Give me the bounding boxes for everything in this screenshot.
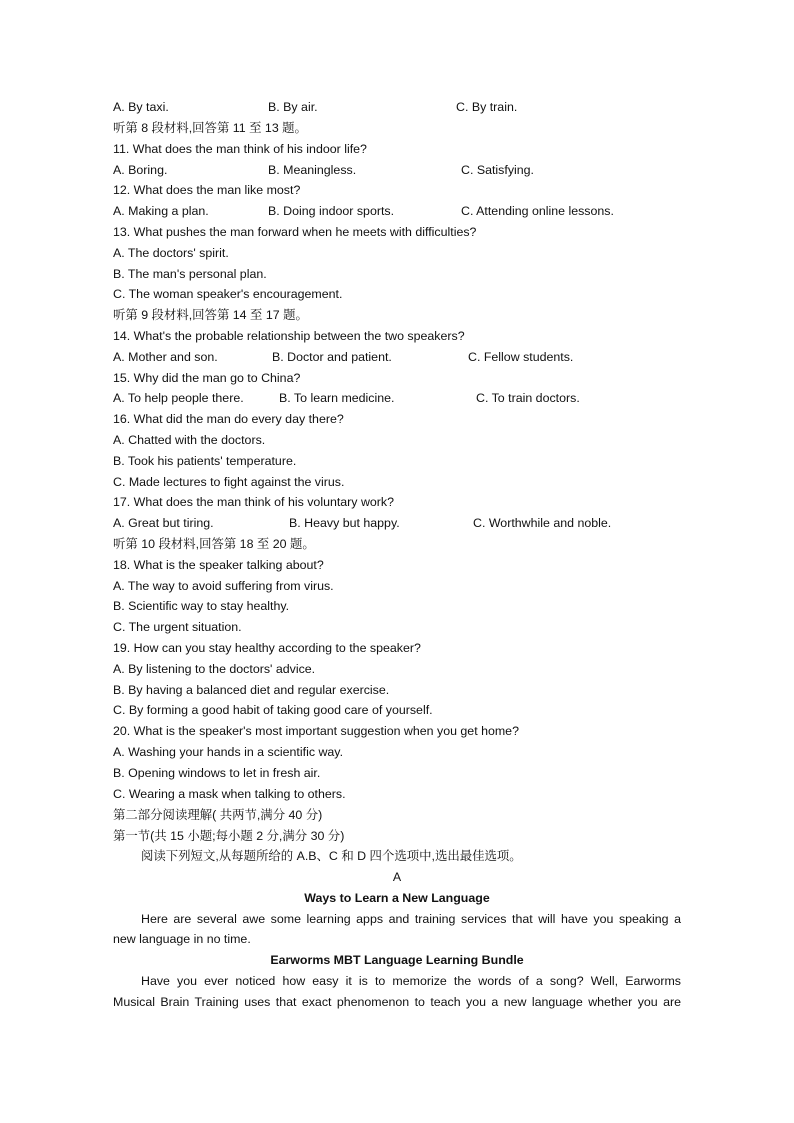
answer-option: A. Great but tiring.: [113, 516, 214, 530]
text-line: new language in no time.: [113, 932, 251, 946]
answer-option: C. By train.: [456, 100, 518, 114]
text-line: B. By having a balanced diet and regular exercise.: [113, 683, 390, 697]
answer-option: B. Doing indoor sports.: [268, 204, 395, 218]
answer-option: A. Boring.: [113, 163, 168, 177]
text-line: A. By listening to the doctors' advice.: [113, 662, 316, 676]
text-line: C. Made lectures to fight against the virus.: [113, 475, 345, 489]
section-heading: Earworms MBT Language Learning Bundle: [270, 953, 524, 967]
text-line: B. Scientific way to stay healthy.: [113, 599, 290, 613]
text-line: B. Opening windows to let in fresh air.: [113, 766, 321, 780]
answer-option: B. Meaningless.: [268, 163, 357, 177]
paragraph-line: Have you ever noticed how easy it is to memorize the words of a song? Well, Earworms: [141, 974, 681, 988]
text-line: 听第 9 段材料,回答第 14 至 17 题。: [113, 308, 308, 322]
text-line: 听第 10 段材料,回答第 18 至 20 题。: [113, 537, 315, 551]
text-line: 13. What pushes the man forward when he meets with difficulties?: [113, 225, 477, 239]
text-line: 20. What is the speaker's most important suggestion when you get home?: [113, 724, 519, 738]
text-line: C. Wearing a mask when talking to others.: [113, 787, 346, 801]
passage-label: A: [392, 870, 402, 884]
answer-option: A. Mother and son.: [113, 350, 218, 364]
text-line: 第二部分阅读理解( 共两节,满分 40 分): [113, 808, 323, 822]
text-line: 19. How can you stay healthy according to the speaker?: [113, 641, 421, 655]
options-row: [0, 201, 794, 221]
answer-option: C. To train doctors.: [476, 391, 580, 405]
text-line: 15. Why did the man go to China?: [113, 371, 301, 385]
text-line: C. By forming a good habit of taking good care of yourself.: [113, 703, 433, 717]
options-row: [0, 513, 794, 533]
text-line: B. The man's personal plan.: [113, 267, 267, 281]
text-line: 16. What did the man do every day there?: [113, 412, 344, 426]
options-row: [0, 388, 794, 408]
answer-option: C. Satisfying.: [461, 163, 534, 177]
options-row: [0, 347, 794, 367]
answer-option: A. To help people there.: [113, 391, 244, 405]
answer-option: B. By air.: [268, 100, 318, 114]
text-line: A. Washing your hands in a scientific way.: [113, 745, 344, 759]
text-line: C. The urgent situation.: [113, 620, 242, 634]
answer-option: B. Heavy but happy.: [289, 516, 400, 530]
answer-option: B. Doctor and patient.: [272, 350, 392, 364]
answer-option: C. Fellow students.: [468, 350, 574, 364]
text-line: 14. What's the probable relationship between the two speakers?: [113, 329, 465, 343]
text-line: C. The woman speaker's encouragement.: [113, 287, 343, 301]
paragraph-line: Here are several awe some learning apps and training services that will have you speaking a: [141, 912, 681, 926]
paragraph-line: Musical Brain Training uses that exact phenomenon to teach you a new language whether you are: [113, 995, 681, 1009]
options-row: [0, 160, 794, 180]
answer-option: C. Worthwhile and noble.: [473, 516, 612, 530]
section-heading: Ways to Learn a New Language: [304, 891, 490, 905]
instruction-line: 阅读下列短文,从每题所给的 A.B、C 和 D 四个选项中,选出最佳选项。: [141, 849, 522, 863]
text-line: A. Chatted with the doctors.: [113, 433, 266, 447]
options-row: [0, 97, 794, 117]
answer-option: B. To learn medicine.: [279, 391, 395, 405]
text-line: A. The way to avoid suffering from virus.: [113, 579, 334, 593]
text-line: 听第 8 段材料,回答第 11 至 13 题。: [113, 121, 307, 135]
text-line: A. The doctors' spirit.: [113, 246, 229, 260]
answer-option: A. By taxi.: [113, 100, 169, 114]
text-line: 第一节(共 15 小题;每小题 2 分,满分 30 分): [113, 829, 345, 843]
text-line: B. Took his patients' temperature.: [113, 454, 297, 468]
text-line: 17. What does the man think of his voluntary work?: [113, 495, 394, 509]
answer-option: A. Making a plan.: [113, 204, 209, 218]
text-line: 11. What does the man think of his indoor life?: [113, 142, 367, 156]
answer-option: C. Attending online lessons.: [461, 204, 614, 218]
text-line: 18. What is the speaker talking about?: [113, 558, 324, 572]
text-line: 12. What does the man like most?: [113, 183, 301, 197]
